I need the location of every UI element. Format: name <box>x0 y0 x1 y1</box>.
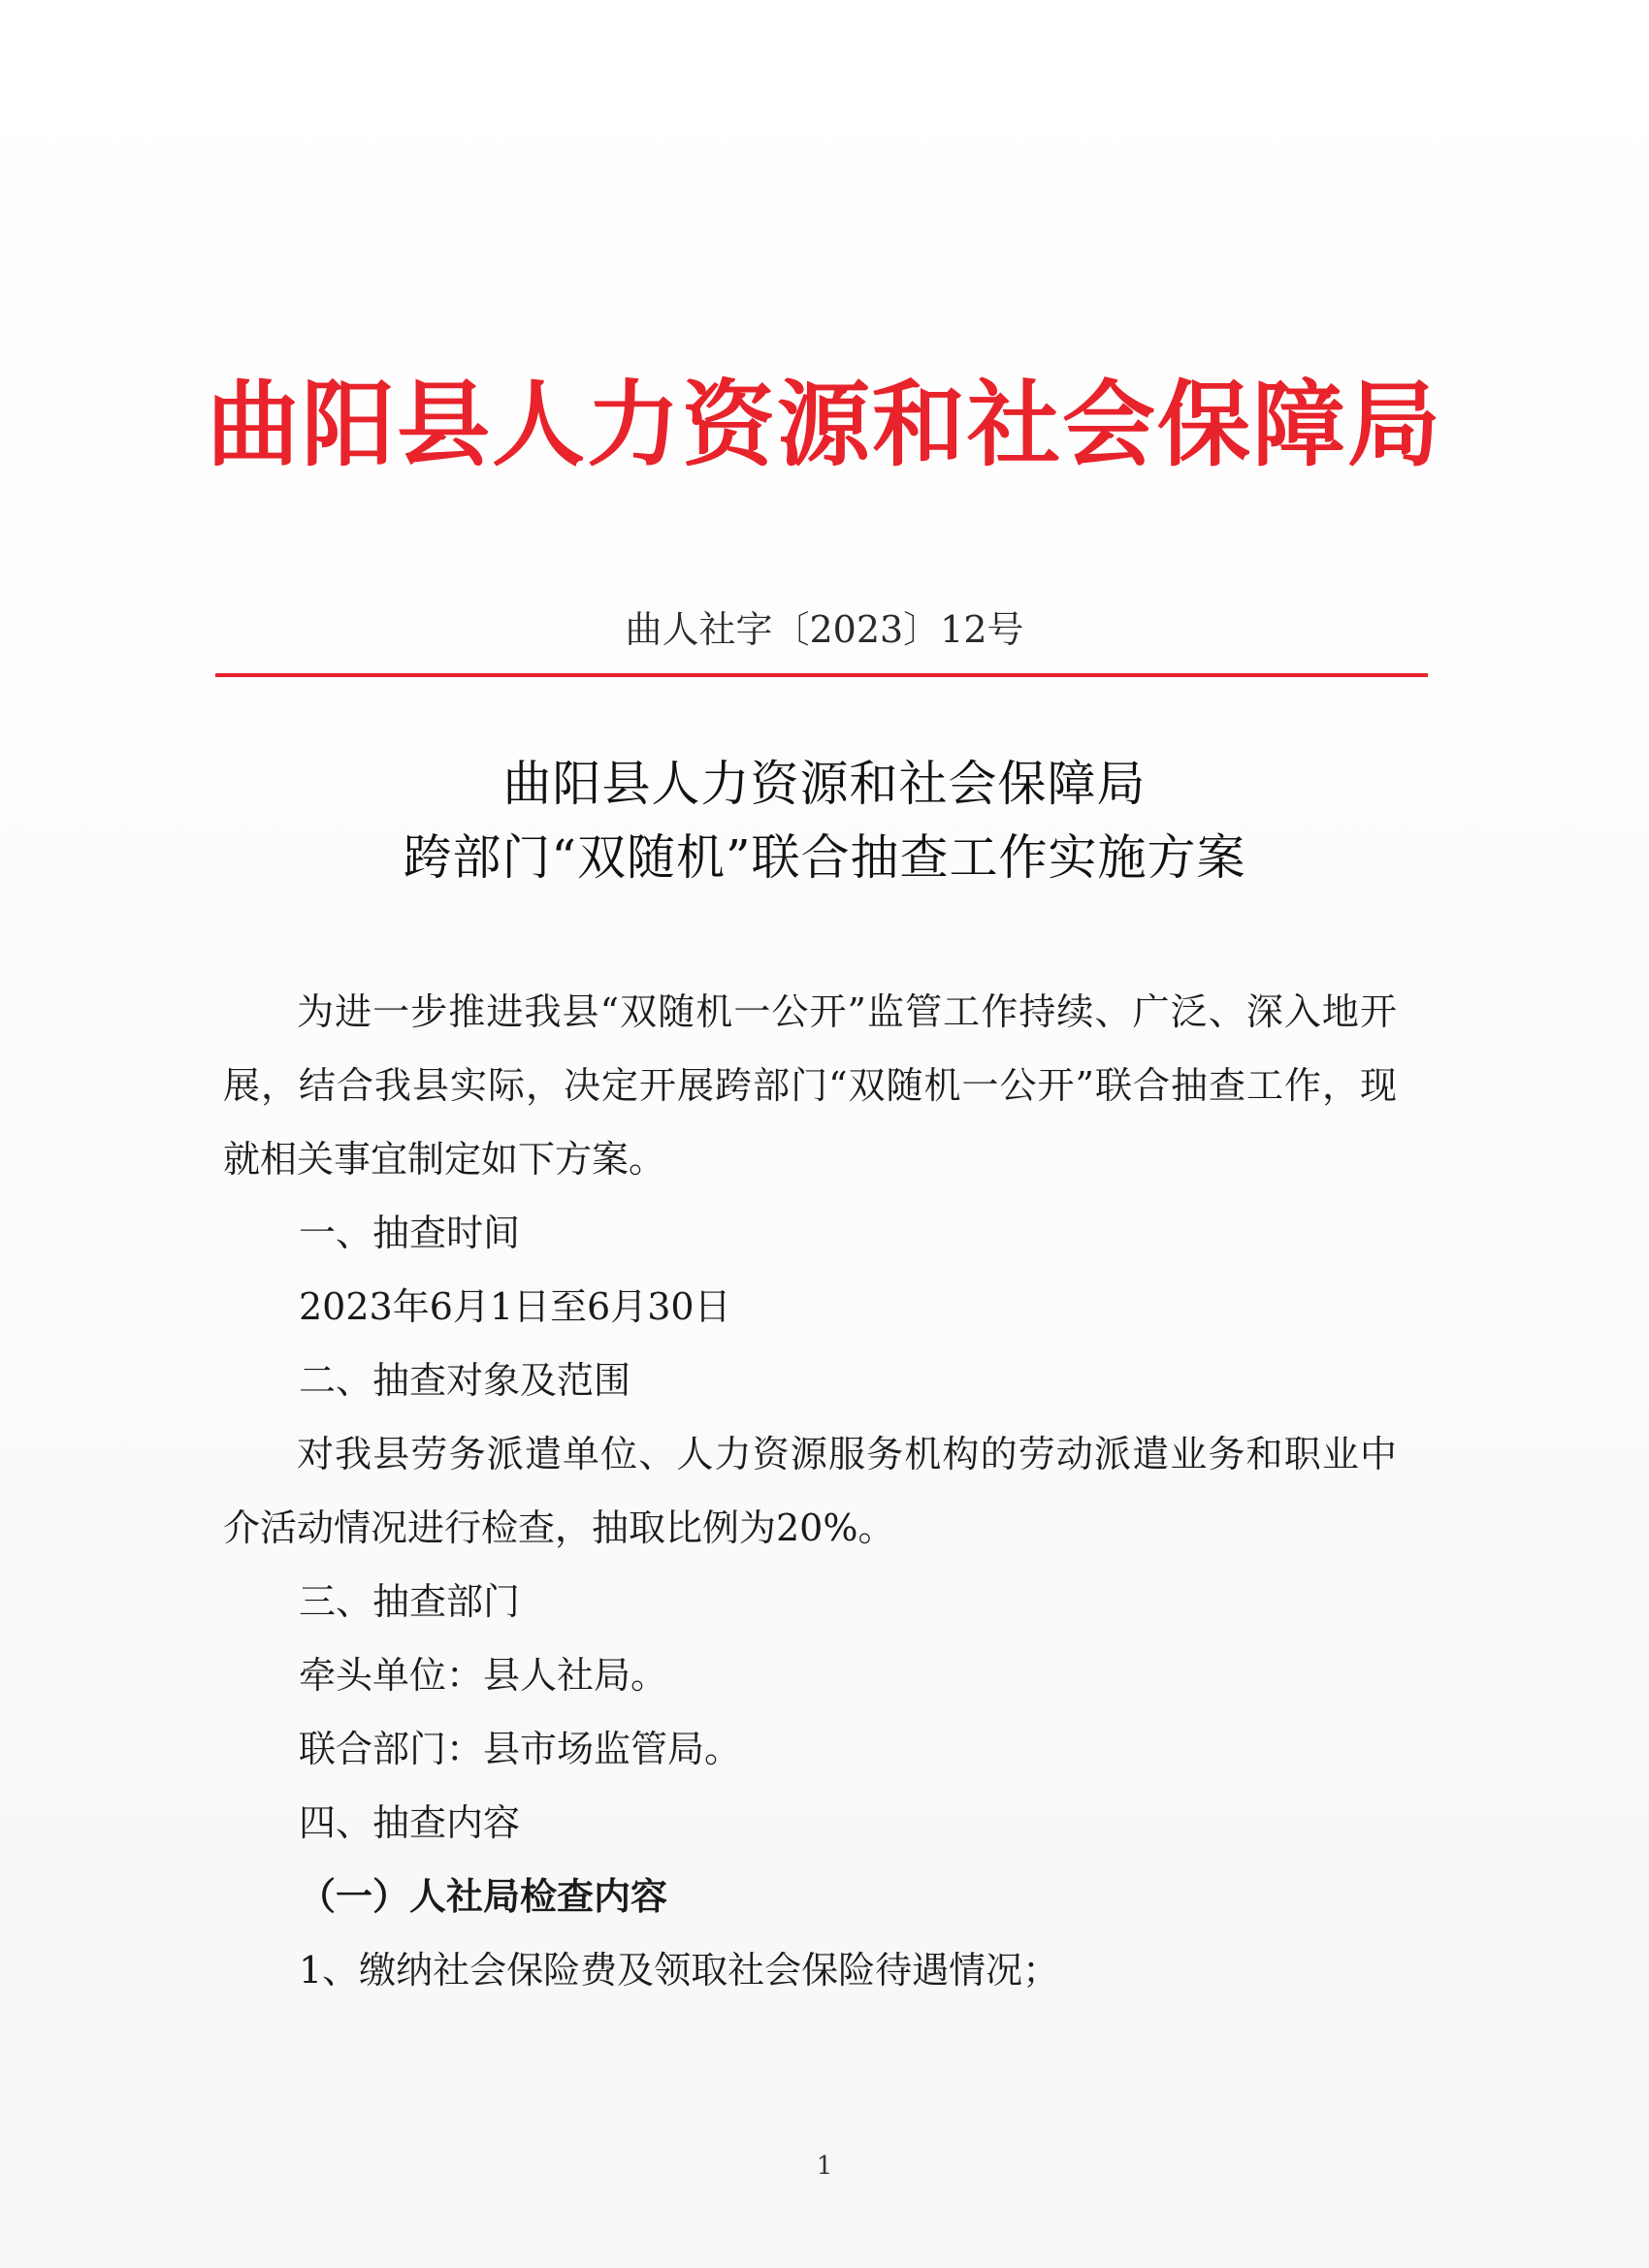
section-2-heading: 二、抽查对象及范围 <box>299 1359 631 1402</box>
letterhead-red-rule <box>215 673 1428 677</box>
section-3-heading: 三、抽查部门 <box>299 1580 521 1623</box>
section-2-content: 对我县劳务派遣单位、人力资源服务机构的劳动派遣业务和职业中介活动情况进行检查，抽取比例为20%。 <box>223 1433 1397 1549</box>
document-title <box>0 747 1649 894</box>
section-1-content: 2023年6月1日至6月30日 <box>299 1285 731 1328</box>
section-1-heading: 一、抽查时间 <box>299 1212 521 1254</box>
page-number: 1 <box>816 2152 833 2181</box>
intro-paragraph: 为进一步推进我县“双随机一公开”监管工作持续、广泛、深入地开展，结合我县实际，决定开展跨部门“双随机一公开”联合抽查工作，现就相关事宜制定如下方案。 <box>223 990 1397 1181</box>
letterhead-title: 曲阳县人力资源和社会保障局 <box>207 370 1442 479</box>
document-body <box>223 975 1397 2007</box>
section-4-subheading: （一）人社局检查内容 <box>299 1874 668 1918</box>
document-title-line-2: 跨部门“双随机”联合抽查工作实施方案 <box>403 829 1246 886</box>
document-title-line-1: 曲阳县人力资源和社会保障局 <box>502 756 1147 812</box>
document-number: 曲人社字〔2023〕12号 <box>625 608 1024 651</box>
section-4-heading: 四、抽查内容 <box>299 1801 521 1844</box>
section-3-joint-department: 联合部门：县市场监管局。 <box>299 1728 742 1770</box>
section-3-lead-unit: 牵头单位：县人社局。 <box>299 1654 668 1697</box>
section-4-item-1: 1、缴纳社会保险费及领取社会保险待遇情况； <box>299 1949 1060 1992</box>
